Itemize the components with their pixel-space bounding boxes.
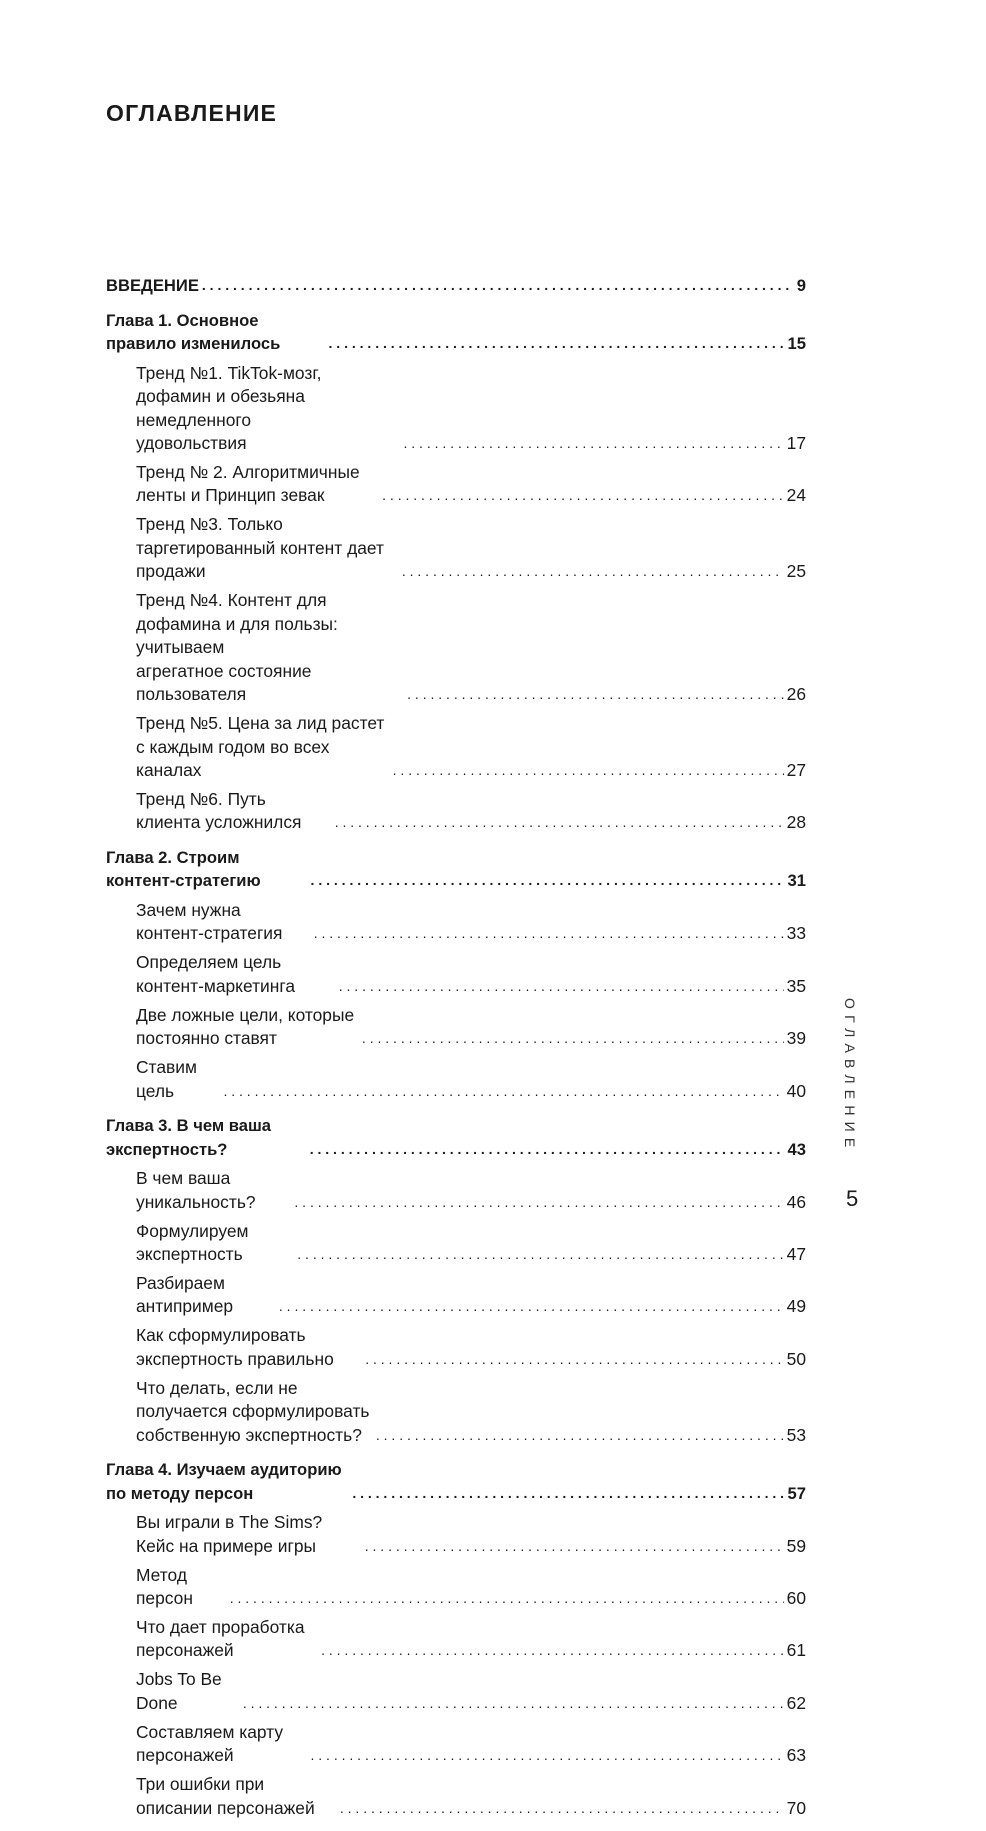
toc-entry-title: Определяем цель контент-маркетинга xyxy=(136,952,295,996)
toc-chapter-entry[interactable] xyxy=(106,274,806,298)
toc-entry-title: Что делать, если не получается сформулировать собственную экспертность? xyxy=(136,1377,370,1445)
dot-leader xyxy=(243,1692,784,1716)
toc-entry-page: 40 xyxy=(786,1080,806,1101)
toc-section xyxy=(106,1114,806,1447)
toc-subsection-entry[interactable] xyxy=(106,362,806,456)
toc-entry-page: 49 xyxy=(786,1296,806,1317)
toc-entry-title: Тренд №3. Только таргетированный контент дает продажи xyxy=(136,514,384,582)
toc-entry-title: Тренд №5. Цена за лид растет с каждым годом во всех каналах xyxy=(136,713,385,781)
toc-entry-title: Как сформулировать экспертность правильно xyxy=(136,1325,334,1369)
toc-subsection-entry[interactable] xyxy=(106,788,806,835)
toc-subsection-entry[interactable] xyxy=(106,1773,806,1820)
toc-entry-page: 39 xyxy=(786,1028,806,1049)
toc-entry-title: Тренд №1. TikTok-мозг, дофамин и обезьяна немедленного удовольствия xyxy=(136,362,322,453)
toc-subsection-entry[interactable] xyxy=(106,1324,806,1371)
toc-entry-page: 25 xyxy=(786,561,806,582)
toc-entry-page: 35 xyxy=(786,975,806,996)
toc-entry-title: Глава 3. В чем ваша экспертность? xyxy=(106,1116,272,1159)
toc-entry-title: Ставим цель xyxy=(136,1057,197,1101)
toc-entry-page: 62 xyxy=(786,1692,806,1713)
toc-subsection-entry[interactable] xyxy=(106,589,806,707)
toc-entry-page: 33 xyxy=(786,923,806,944)
dot-leader xyxy=(376,1424,784,1448)
toc-subsection-entry[interactable] xyxy=(106,1004,806,1051)
page-title: ОГЛАВЛЕНИЕ xyxy=(106,100,278,126)
toc-section xyxy=(106,274,806,298)
toc-subsection-entry[interactable] xyxy=(106,461,806,508)
toc-chapter-entry[interactable] xyxy=(106,1458,806,1505)
toc-subsection-entry[interactable] xyxy=(106,1056,806,1103)
toc-entry-title: Тренд №4. Контент для дофамина и для пользы: учитываем агрегатное состояние пользователя xyxy=(136,590,338,705)
dot-leader xyxy=(321,1639,784,1663)
toc-chapter-entry[interactable] xyxy=(106,309,806,356)
page-number: 5 xyxy=(846,1186,859,1211)
toc-entry-page: 15 xyxy=(787,334,806,353)
toc-entry-page: 47 xyxy=(786,1244,806,1265)
toc-entry-page: 17 xyxy=(786,433,806,453)
dot-leader xyxy=(297,1243,783,1267)
toc-subsection-entry[interactable] xyxy=(106,951,806,998)
dot-leader xyxy=(335,811,784,835)
toc-entry-title: Метод персон xyxy=(136,1564,193,1609)
toc-section xyxy=(106,846,806,1103)
toc-entry-page: 60 xyxy=(786,1588,806,1609)
toc-entry-title: Составляем карту персонажей xyxy=(136,1721,284,1766)
dot-leader xyxy=(403,432,783,456)
toc-subsection-entry[interactable] xyxy=(106,1377,806,1448)
dot-leader xyxy=(329,332,785,356)
toc-entry-page: 59 xyxy=(786,1535,806,1556)
toc-entry-page: 63 xyxy=(786,1745,806,1766)
toc-subsection-entry[interactable] xyxy=(106,1616,806,1663)
toc-entry-title: Глава 1. Основное правило изменилось xyxy=(106,310,281,353)
dot-leader xyxy=(382,484,784,508)
dot-leader xyxy=(365,1348,783,1372)
toc-entry-page: 24 xyxy=(786,485,806,506)
dot-leader xyxy=(294,1191,783,1215)
dot-leader xyxy=(402,560,784,584)
toc-entry-title: Глава 2. Строим контент-стратегию xyxy=(106,847,261,891)
dot-leader xyxy=(365,1535,784,1559)
dot-leader xyxy=(314,922,784,946)
toc-entry-title: Тренд № 2. Алгоритмичные ленты и Принцип зевак xyxy=(136,461,360,506)
toc-entry-page: 46 xyxy=(786,1191,806,1212)
toc-entry-page: 53 xyxy=(786,1424,806,1445)
toc-chapter-entry[interactable] xyxy=(106,846,806,893)
dot-leader xyxy=(223,1080,783,1104)
dot-leader xyxy=(311,869,785,893)
toc-subsection-entry[interactable] xyxy=(106,1668,806,1715)
dot-leader xyxy=(339,975,784,999)
toc-entry-page: 43 xyxy=(787,1139,806,1159)
dot-leader xyxy=(340,1797,784,1821)
toc-entry-title: Формулируем экспертность xyxy=(136,1220,249,1265)
dot-leader xyxy=(362,1027,784,1051)
toc-entry-page: 50 xyxy=(786,1348,806,1369)
toc-entry-page: 70 xyxy=(786,1797,806,1818)
toc-entry-title: Две ложные цели, которые постоянно ставят xyxy=(136,1004,355,1049)
dot-leader xyxy=(407,683,784,707)
toc-entry-page: 28 xyxy=(786,812,806,833)
toc-entry-title: ВВЕДЕНИЕ xyxy=(106,276,199,295)
dot-leader xyxy=(230,1587,784,1611)
toc-subsection-entry[interactable] xyxy=(106,899,806,946)
toc-subsection-entry[interactable] xyxy=(106,1721,806,1768)
dot-leader xyxy=(393,759,784,783)
dot-leader xyxy=(310,1744,783,1768)
toc-entry-title: Разбираем антипример xyxy=(136,1272,234,1317)
toc-entry-page: 61 xyxy=(786,1640,806,1661)
toc-subsection-entry[interactable] xyxy=(106,1511,806,1558)
toc-entry-page: 9 xyxy=(796,276,806,295)
toc-entry-title: Зачем нужна контент-стратегия xyxy=(136,899,283,944)
dot-leader xyxy=(202,274,794,298)
toc-subsection-entry[interactable] xyxy=(106,1272,806,1319)
toc-entry-title: Три ошибки при описании персонажей xyxy=(136,1774,315,1818)
toc-entry-title: Вы играли в The Sims? Кейс на примере игры xyxy=(136,1512,323,1556)
toc-subsection-entry[interactable] xyxy=(106,513,806,584)
toc-entry-title: Jobs To Be Done xyxy=(136,1669,222,1713)
toc-chapter-entry[interactable] xyxy=(106,1114,806,1161)
toc-subsection-entry[interactable] xyxy=(106,1167,806,1214)
toc-subsection-entry[interactable] xyxy=(106,1220,806,1267)
toc-entry-page: 27 xyxy=(786,760,806,781)
table-of-contents xyxy=(106,274,806,1831)
toc-subsection-entry[interactable] xyxy=(106,1564,806,1611)
toc-section xyxy=(106,1458,806,1820)
toc-entry-title: Тренд №6. Путь клиента усложнился xyxy=(136,788,302,833)
toc-entry-title: Что дает проработка персонажей xyxy=(136,1616,305,1661)
toc-entry-page: 57 xyxy=(787,1483,806,1503)
running-header: ОГЛАВЛЕНИЕ xyxy=(842,998,858,1154)
toc-entry-title: Глава 4. Изучаем аудиторию по методу персон xyxy=(106,1460,342,1503)
toc-entry-page: 26 xyxy=(786,684,806,705)
toc-subsection-entry[interactable] xyxy=(106,712,806,783)
toc-section xyxy=(106,309,806,835)
toc-entry-title: В чем ваша уникальность? xyxy=(136,1168,256,1212)
dot-leader xyxy=(352,1482,784,1506)
dot-leader xyxy=(310,1138,785,1162)
toc-entry-page: 31 xyxy=(787,871,806,891)
